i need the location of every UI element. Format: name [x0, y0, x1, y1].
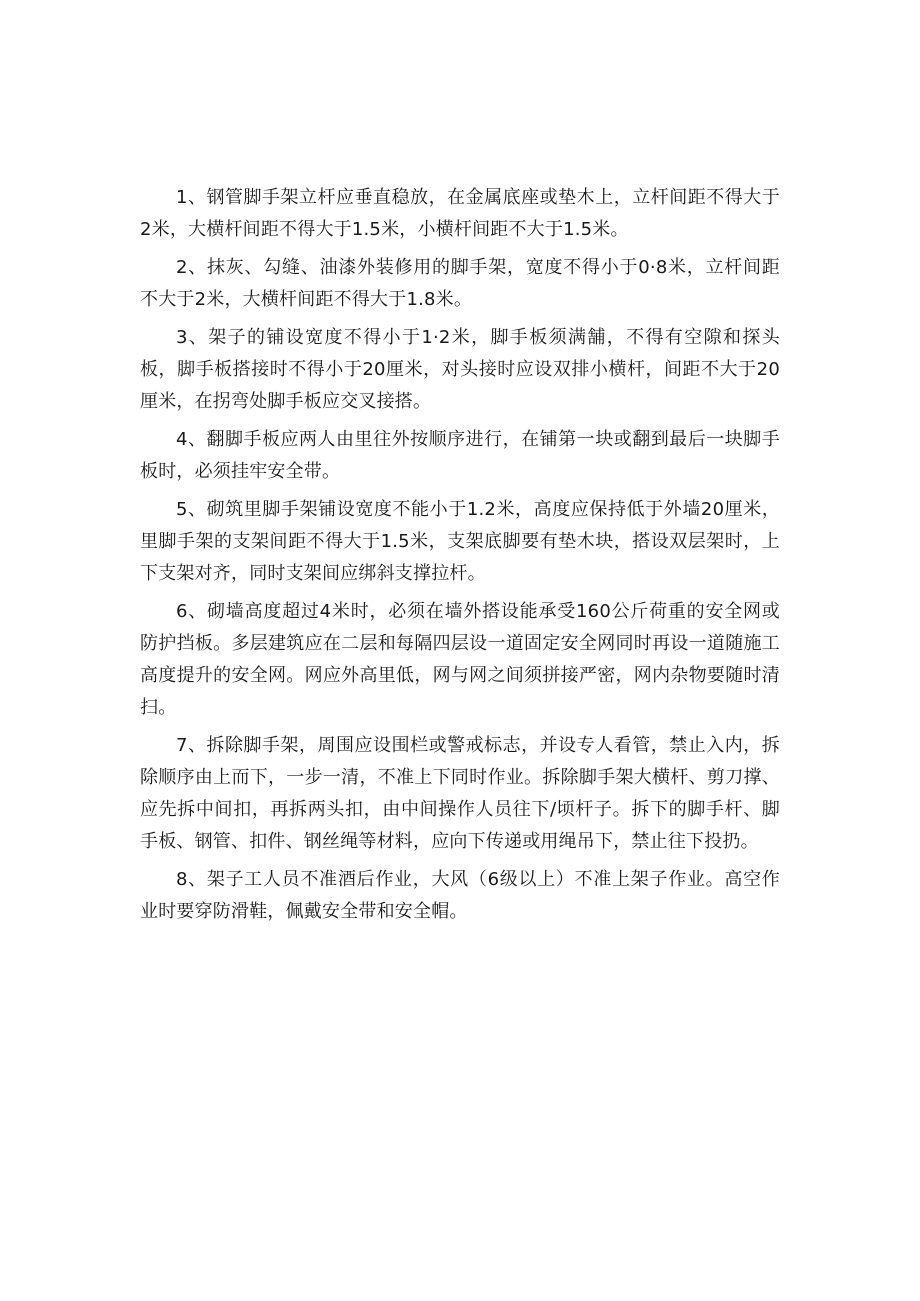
paragraph-1: 1、钢管脚手架立杆应垂直稳放，在金属底座或垫木上，立杆间距不得大于2米，大横杆间距不得大于1.5米，小横杆间距不大于1.5米。	[140, 187, 780, 240]
paragraph-3: 3、架子的铺设宽度不得小于1·2米，脚手板须满舗，不得有空隙和探头板，脚手板搭接时不得小于20厘米，对头接时应设双排小横杆，间距不大于20厘米，在拐弯处脚手板应交叉接搭。	[140, 327, 780, 412]
paragraph-2: 2、抹灰、勾缝、油漆外装修用的脚手架，宽度不得小于0·8米，立杆间距不大于2米，大横杆间距不得大于1.8米。	[140, 257, 780, 310]
paragraph-6: 6、砌墙高度超过4米时，必须在墙外搭设能承受160公斤荷重的安全网或防护挡板。多层建筑应在二层和每隔四层设一道固定安全网同时再设一道随施工高度提升的安全网。网应外高里低，网与网之间须拼接严密，网内杂物要随时清扫。	[140, 601, 780, 718]
paragraph-4: 4、翻脚手板应两人由里往外按顺序进行，在铺第一块或翻到最后一块脚手板时，必须挂牢安全带。	[140, 429, 780, 482]
document-body	[140, 182, 780, 934]
paragraph-5: 5、砌筑里脚手架铺设宽度不能小于1.2米，高度应保持低于外墙20厘米，里脚手架的支架间距不得大于1.5米，支架底脚要有垫木块，搭设双层架时，上下支架对齐，同时支架间应绑斜支撑拉杆。	[140, 499, 780, 584]
paragraph-8: 8、架子工人员不准酒后作业，大风（6级以上）不准上架子作业。高空作业时要穿防滑鞋，佩戴安全带和安全帽。	[140, 869, 780, 922]
paragraph-7: 7、拆除脚手架，周围应设围栏或警戒标志，并设专人看管，禁止入内，拆除顺序由上而下，一步一清，不准上下同时作业。拆除脚手架大横杆、剪刀撑、应先拆中间扣，再拆两头扣，由中间操作人员往下/顷杆子。拆下的脚手杆、脚手板、钢管、扣件、钢丝绳等材料，应向下传递或用绳吊下，禁止往下投扔。	[140, 735, 780, 852]
